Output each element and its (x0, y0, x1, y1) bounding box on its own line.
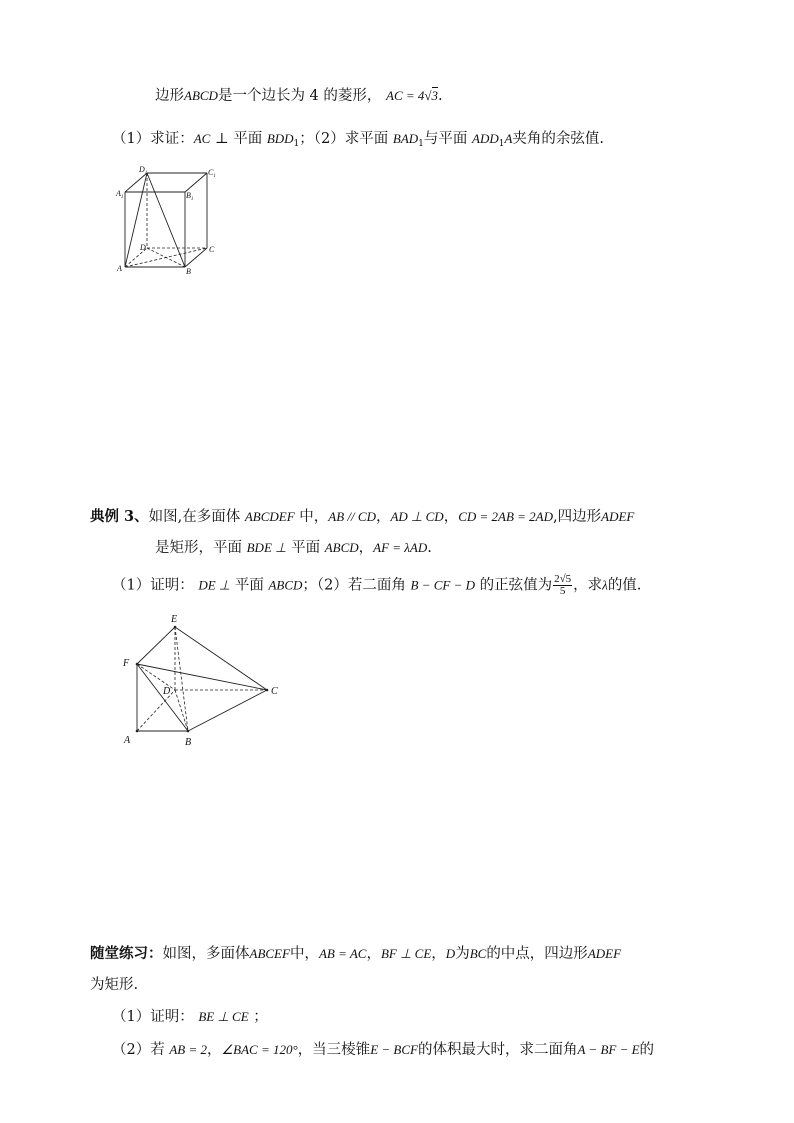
text: ，当三棱锥 (297, 1042, 371, 1058)
math: BC (469, 946, 487, 961)
math: ABCDEF (244, 509, 295, 524)
text: . (427, 540, 432, 556)
text: 平面 (233, 131, 263, 147)
label-e: E (171, 614, 178, 625)
math-abcd: ABCD (184, 88, 218, 103)
text: 平面 (234, 577, 264, 594)
text: ， (431, 946, 446, 962)
example3-line2 (155, 538, 432, 558)
text: 的值. (607, 577, 642, 594)
problem2-line1 (155, 86, 443, 106)
practice-title: 随堂练习： (90, 945, 163, 962)
label-c1: $C_1$ (208, 168, 216, 179)
text: ， (375, 509, 391, 525)
text: . (438, 88, 443, 104)
sqrt-radicand: 3 (431, 88, 439, 103)
math: ∠BAC = 120° (221, 1042, 298, 1057)
example-title: 典例 3、 (90, 508, 149, 525)
text: 如图，多面体 (162, 946, 250, 962)
text: ；（2）若二面角 (302, 577, 406, 594)
text: ， (358, 540, 374, 556)
math: ABCD (268, 577, 303, 593)
practice-line1 (90, 944, 621, 964)
example3-line3 (112, 574, 641, 597)
math: AF = λAD (373, 540, 428, 555)
text: ， (443, 509, 459, 525)
problem2-line2 (112, 129, 604, 154)
label-a: A (124, 735, 131, 746)
text: 为 (455, 946, 470, 962)
text: 平面 (291, 540, 321, 556)
math: ADD (472, 131, 499, 146)
math: E − BCF (370, 1042, 418, 1057)
label-b: B (185, 737, 192, 748)
fraction (553, 574, 572, 597)
label-c: C (209, 245, 215, 254)
text: 的体积最大时，求二面角 (417, 1042, 578, 1058)
text: ，求 (573, 577, 603, 594)
text: 是矩形，平面 (155, 540, 242, 556)
math: λ (602, 577, 608, 593)
polyhedron-figure (115, 605, 290, 750)
text: 的正弦值为 (479, 577, 553, 594)
label-a: A (117, 264, 122, 273)
text: （1）证明： (112, 577, 194, 594)
math: D (445, 946, 456, 961)
label-b: B (186, 267, 191, 276)
text: 夹角的余弦值. (512, 131, 605, 147)
math: BE ⊥ CE (198, 1009, 249, 1024)
math: ADEF (587, 946, 622, 961)
text: （1）求证： (112, 131, 194, 147)
text: ； (253, 1009, 268, 1025)
fraction-denominator: 5 (559, 585, 566, 597)
math: A (504, 131, 513, 146)
practice-line4 (112, 1040, 654, 1060)
math: BDE ⊥ (246, 540, 287, 555)
math: B − CF − D (410, 577, 476, 593)
prism-figure (110, 160, 230, 280)
math: DE ⊥ (198, 577, 231, 593)
math: ABCD (324, 540, 359, 555)
text: （2）若 (112, 1042, 165, 1058)
subscript: 1 (498, 139, 505, 149)
sqrt-sign: √ (424, 88, 432, 103)
practice-line2 (90, 975, 138, 995)
math: CD = 2AB = 2AD (458, 509, 554, 524)
subscript: 1 (418, 139, 424, 149)
math-ac: AC = 4 (386, 88, 425, 103)
math: AB // CD (328, 509, 376, 524)
math: BF ⊥ CE (380, 946, 432, 961)
perp-symbol: ⊥ (210, 131, 234, 147)
subscript: 1 (293, 139, 300, 149)
text: 是一个边长为 4 的菱形， (217, 88, 382, 104)
text: ,四边形 (553, 509, 602, 525)
text: 中， (289, 946, 319, 962)
math: AB = AC (318, 946, 367, 961)
text: 为矩形. (90, 977, 139, 993)
text: 与平面 (423, 131, 468, 147)
text: 中， (299, 509, 329, 525)
text: ， (366, 946, 381, 962)
math: AD ⊥ CD (390, 509, 444, 524)
text: 边形 (155, 88, 184, 104)
math: AC (193, 131, 211, 146)
text: ；（2）求平面 (299, 131, 389, 147)
math: BAD (392, 131, 419, 146)
math: BDD (266, 131, 294, 146)
label-b1: $B_1$ (186, 191, 194, 202)
example3-line1 (90, 507, 634, 527)
fraction-numerator: 2√5 (554, 573, 572, 585)
math: A − BF − E (577, 1042, 640, 1057)
label-a1: $A_1$ (116, 189, 124, 200)
text: 如图,在多面体 (148, 509, 241, 525)
text: 的 (639, 1042, 655, 1058)
math: ABCEF (249, 946, 290, 961)
math: AB = 2 (169, 1042, 207, 1057)
label-d1: $D_1$ (139, 165, 148, 176)
label-d: D (140, 243, 146, 252)
label-d: D (163, 686, 171, 697)
text: 的中点，四边形 (486, 946, 588, 962)
label-c: C (271, 686, 278, 697)
math: ADEF (601, 509, 635, 524)
practice-line3 (112, 1007, 268, 1027)
text: （1）证明： (112, 1009, 194, 1025)
text: ， (207, 1042, 222, 1058)
label-f: F (123, 658, 130, 669)
